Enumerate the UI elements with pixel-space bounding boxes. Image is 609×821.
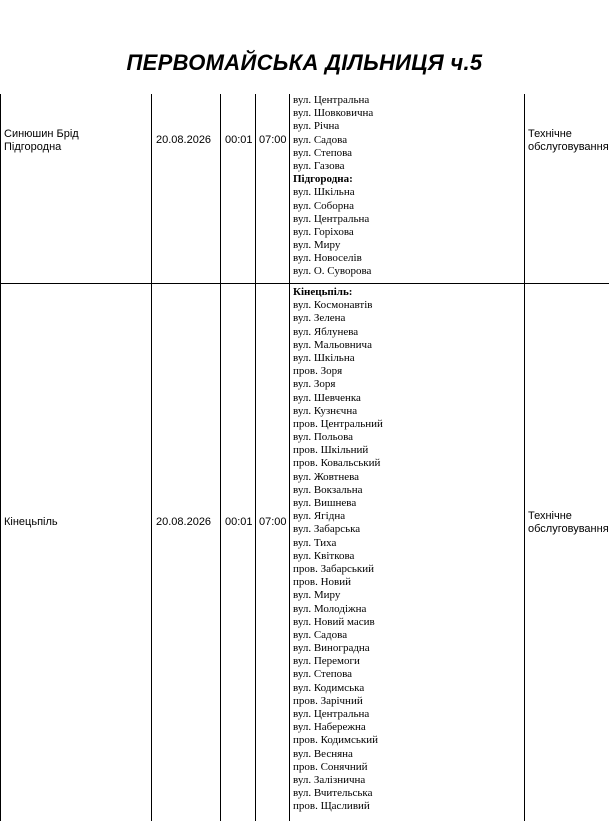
work-type-label: обслуговування	[528, 523, 609, 535]
work-type-label: Технічне	[528, 128, 572, 140]
street-item: вул. Центральна	[293, 94, 370, 106]
street-item: пров. Центральний	[293, 417, 383, 430]
settlement-name: Кінецьпіль	[4, 516, 58, 528]
street-item: вул. Центральна	[293, 708, 370, 720]
street-item: вул. Вчительська	[293, 787, 373, 800]
street-item: вул. Зелена	[293, 312, 346, 325]
settlement-cell	[4, 516, 58, 529]
street-item: пров. Щасливий	[293, 800, 370, 813]
work-type-label: обслуговування	[528, 141, 609, 153]
street-item: пров. Забарський	[293, 562, 374, 575]
street-item: вул. Мальовнича	[293, 338, 372, 351]
street-item: вул. Космонавтів	[293, 299, 373, 312]
street-item: пров. Зарічний	[293, 694, 363, 707]
street-item: пров. Кодимський	[293, 734, 379, 747]
date-cell: 20.08.2026	[156, 134, 212, 146]
streets-list	[293, 286, 383, 814]
street-item: вул. Квіткова	[293, 549, 355, 562]
street-item: вул. Тиха	[293, 536, 337, 549]
street-item: вул. Миру	[293, 239, 341, 252]
street-item: вул. Молодіжна	[293, 602, 367, 615]
column-divider	[255, 94, 256, 821]
row-divider	[0, 283, 609, 284]
street-item: вул. Шовковична	[293, 107, 374, 120]
street-item: вул. Ягідна	[293, 510, 346, 523]
street-item: вул. Степова	[293, 668, 353, 681]
street-item: вул. Центральна	[293, 212, 370, 225]
column-divider	[220, 94, 221, 821]
street-item: вул. Жовтнева	[293, 470, 360, 483]
street-item: вул. Кузнєчна	[293, 404, 358, 417]
work-type-cell	[528, 128, 609, 154]
street-item: вул. Степова	[293, 146, 353, 159]
time-start-cell: 00:01	[225, 516, 253, 528]
street-item: вул. Шкільна	[293, 351, 355, 364]
street-item: вул. О. Суворова	[293, 265, 372, 278]
time-end-cell: 07:00	[259, 134, 287, 146]
time-end-cell: 07:00	[259, 516, 287, 528]
street-item: вул. Зоря	[293, 378, 336, 391]
street-item: пров. Сонячний	[293, 760, 368, 773]
street-item: вул. Шкільна	[293, 186, 355, 199]
street-item: вул. Новоселів	[293, 252, 362, 265]
column-divider	[151, 94, 152, 821]
street-group-header: Підгородна:	[293, 173, 353, 186]
street-item: вул. Весняна	[293, 747, 353, 760]
settlement-name: Синюшин Брід	[4, 128, 79, 140]
street-item: вул. Яблунева	[293, 325, 359, 338]
street-item: пров. Ковальський	[293, 457, 381, 470]
settlement-cell	[4, 128, 79, 154]
street-item: вул. Миру	[293, 589, 341, 602]
street-item: вул. Залізнична	[293, 773, 366, 786]
street-item: вул. Горіхова	[293, 225, 354, 238]
street-item: вул. Вокзальна	[293, 483, 363, 496]
street-item: пров. Зоря	[293, 365, 343, 378]
work-type-cell	[528, 510, 609, 536]
settlement-name: Підгородна	[4, 141, 62, 153]
street-item: вул. Забарська	[293, 523, 361, 536]
street-item: вул. Набережна	[293, 721, 366, 734]
street-item: вул. Виноградна	[293, 642, 370, 655]
street-item: вул. Вишнева	[293, 497, 357, 509]
date-cell: 20.08.2026	[156, 516, 212, 528]
street-item: вул. Перемоги	[293, 655, 360, 668]
time-start-cell: 00:01	[225, 134, 253, 146]
street-item: вул. Шевченка	[293, 391, 361, 404]
column-divider	[524, 94, 525, 821]
street-item: вул. Газова	[293, 159, 345, 172]
column-divider	[289, 94, 290, 821]
street-item: вул. Новий масив	[293, 615, 375, 628]
street-group-header: Кінецьпіль:	[293, 286, 353, 298]
street-item: вул. Садова	[293, 628, 348, 641]
street-item: вул. Річна	[293, 120, 340, 133]
page-title: ПЕРВОМАЙСЬКА ДІЛЬНИЦЯ ч.5	[126, 50, 483, 75]
streets-list	[293, 94, 373, 279]
street-item: пров. Новий	[293, 576, 351, 589]
street-item: вул. Польова	[293, 431, 354, 444]
work-type-label: Технічне	[528, 510, 572, 522]
street-item: вул. Садова	[293, 133, 348, 146]
street-item: вул. Соборна	[293, 199, 355, 212]
street-item: пров. Шкільний	[293, 444, 369, 457]
table-border-left	[0, 94, 1, 821]
street-item: вул. Кодимська	[293, 681, 365, 694]
